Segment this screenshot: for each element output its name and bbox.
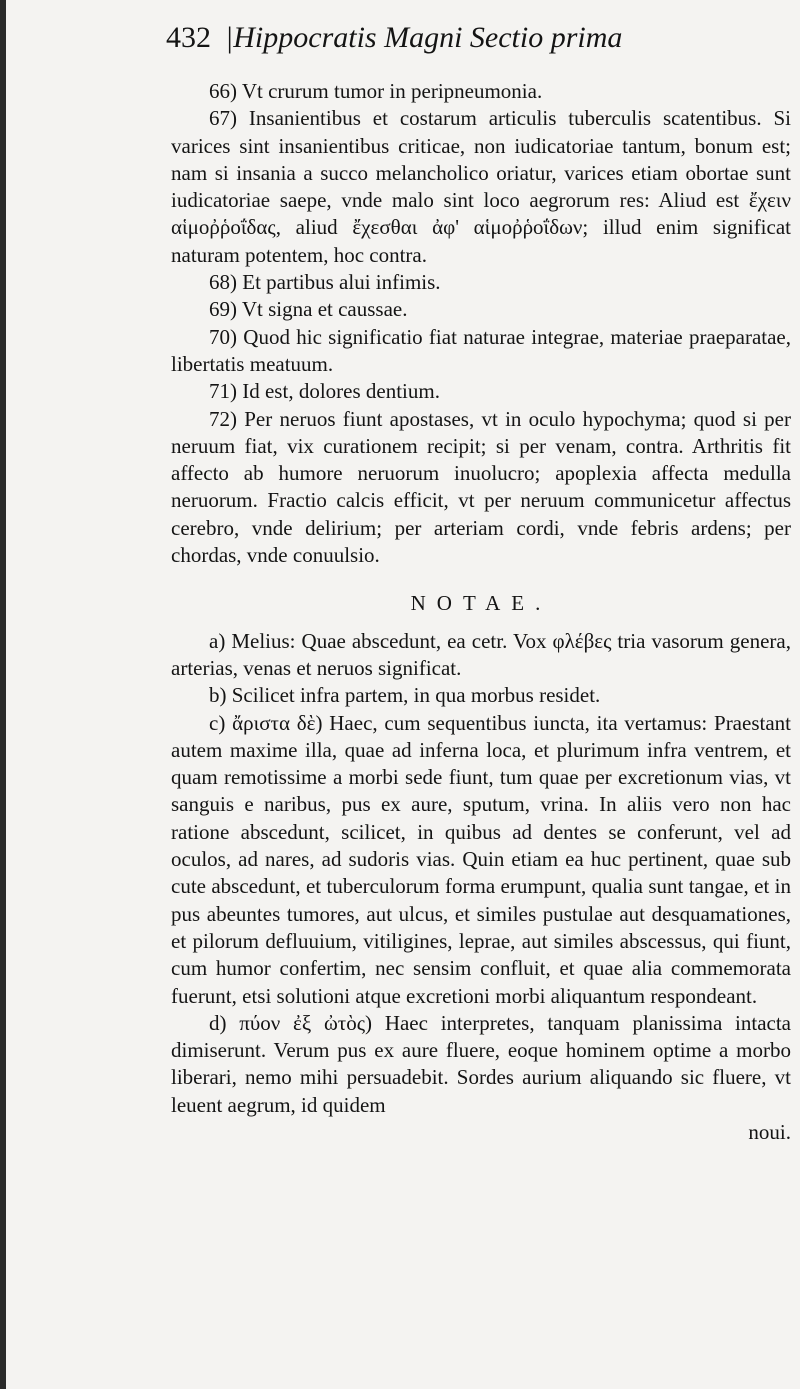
paragraph-70: 70) Quod hic significatio fiat naturae integrae, materiae praeparatae, libertatis meatuum. (171, 324, 791, 376)
page-header (166, 18, 726, 58)
paragraph-72: 72) Per neruos fiunt apostases, vt in oculo hypochyma; quod si per neruum fiat, vix curationem recipit; si per venam, contra. Arthritis fit affecto ab humore neruorum inuolucro; apoplexia affecta medulla neruorum. Fractio calcis efficit, vt per neruum communicetur affectus cerebro, vnde delirium; per arteriam cordi, vnde febris ardens; per chordas, vnde conuulsio. (171, 406, 791, 568)
paragraph-71: 71) Id est, dolores dentium. (209, 379, 440, 404)
page-number: 432 (166, 21, 211, 54)
paragraph-66: 66) Vt crurum tumor in peripneumonia. (209, 79, 543, 103)
note-b: b) Scilicet infra partem, in qua morbus residet. (209, 683, 601, 708)
paragraph-68: 68) Et partibus alui infimis. (209, 270, 441, 295)
page-body (171, 78, 791, 1146)
note-c: c) ἄριστα δὲ) Haec, cum sequentibus iuncta, ita vertamus: Praestant autem maxime illa, quae ad inferna loca, et plurimum infra ventrem, et quam remotissime a morbi sede fiunt, tum quae per excretionum vias, vt sanguis e naribus, pus ex aure, sputum, vrina. In aliis vero non hac ratione abscedunt, scilicet, in quibus ad dentes se conferunt, vel ad oculos, ad nares, ad sudoris vias. Quin etiam ea huc pertinent, quae sub cute abscedunt, et tuberculorum forma erumpunt, qualia sunt tangae, et in pus abeuntes tumores, aut ulcus, et similes pustulae aut desquamationes, et pilorum defluuium, vitiligines, leprae, aut similes abscessus, qui fiunt, cum humor confertim, nec sensim confluit, et quae alia commemorata fuerunt, etsi solutioni atque excretioni morbi aliquantum respondeant. (171, 710, 791, 1008)
paragraph-67: 67) Insanientibus et costarum articulis tuberculis scatentibus. Si varices sint insanientibus criticae, non iudicatoriae tantum, bonum est; nam si insania a succo melancholico oriatur, varices etiam obortae sunt iudicatoriae saepe, vnde malo sint loco aegrorum res: Aliud est ἔχειν αἱμοῤῥοΐδας, aliud ἔχεσθαι ἀφ' αἱμοῤῥοΐδων; illud enim significat naturam potentem, hoc contra. (171, 106, 791, 267)
catchword: noui. (748, 1119, 791, 1144)
paragraph-69: 69) Vt signa et caussae. (209, 297, 408, 322)
notes-heading: NOTAE. (410, 591, 552, 616)
note-a: a) Melius: Quae abscedunt, ea cetr. Vox φλέβες tria vasorum genera, arterias, venas et neruos significat. (171, 628, 791, 680)
note-d: d) πύον ἐξ ὠτὸς) Haec interpretes, tanquam planissima intacta dimiserunt. Verum pus ex aure fluere, eoque hominem optime a morbo liberari, nemo mihi persuadebit. Sordes aurium aliquando sic fluere, vt leuent aegrum, id quidem (171, 1010, 791, 1117)
running-head: |Hippocratis Magni Sectio prima (225, 21, 623, 54)
